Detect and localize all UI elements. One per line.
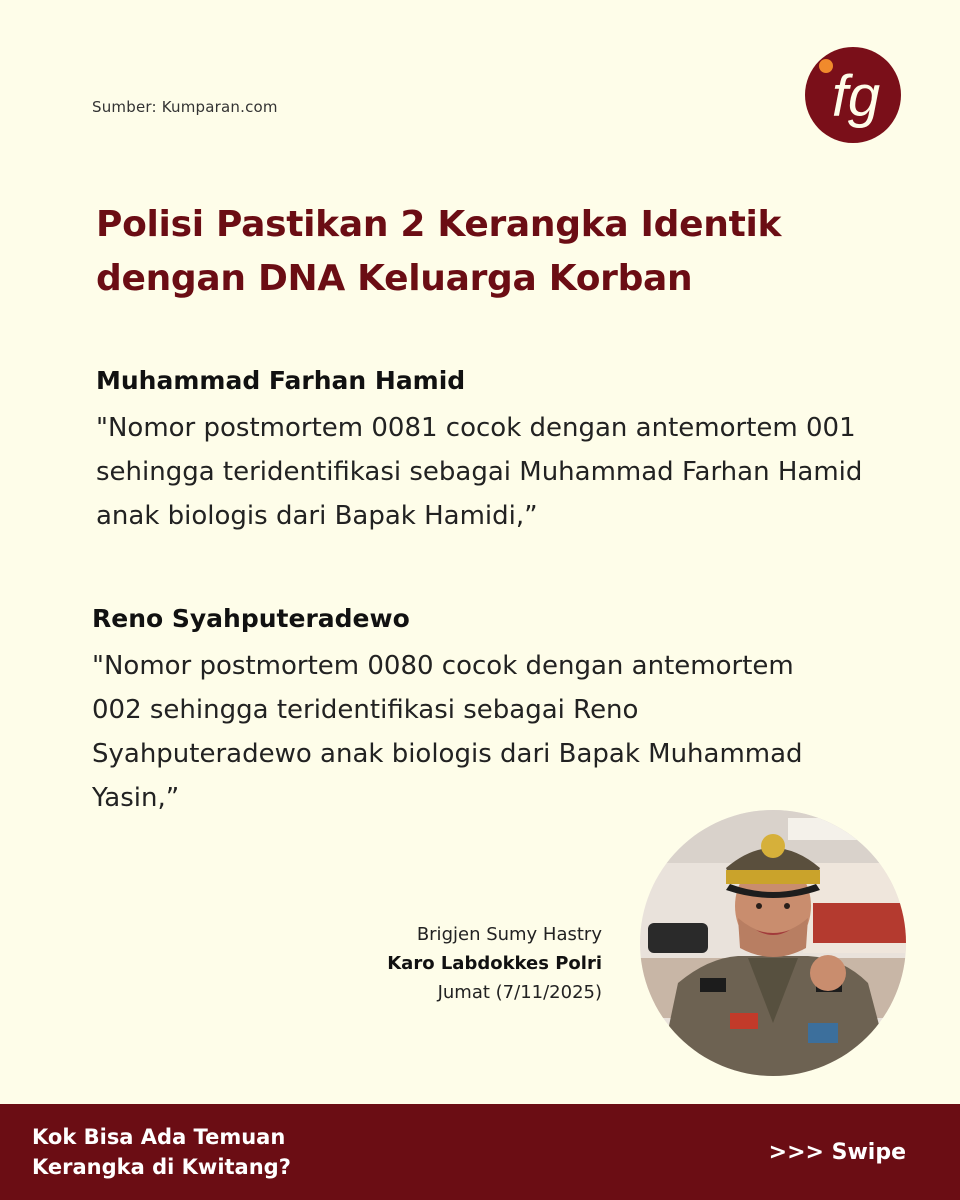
speaker-photo bbox=[638, 808, 908, 1078]
next-topic-teaser[interactable]: Kok Bisa Ada Temuan Kerangka di Kwitang? bbox=[32, 1125, 291, 1179]
swipe-prompt[interactable]: >>> Swipe bbox=[768, 1140, 906, 1165]
speaker-name: Brigjen Sumy Hastry bbox=[416, 924, 602, 945]
speaker-date: Jumat (7/11/2025) bbox=[437, 982, 602, 1003]
victim-name-1: Muhammad Farhan Hamid bbox=[96, 366, 466, 395]
source-credit: Sumber: Kumparan.com bbox=[92, 98, 278, 116]
logo-text: fg bbox=[831, 64, 881, 129]
fg-logo-icon bbox=[804, 46, 902, 144]
footer-bar bbox=[0, 1104, 960, 1200]
speaker-attribution bbox=[387, 920, 602, 1007]
victim-quote-1: "Nomor postmortem 0081 cocok dengan antemortem 001 sehingga teridentifikasi sebagai Muhammad Farhan Hamid anak biologis dari Bapak Hamidi,” bbox=[96, 413, 863, 531]
headline: Polisi Pastikan 2 Kerangka Identik dengan DNA Keluarga Korban bbox=[96, 204, 782, 299]
speaker-role: Karo Labdokkes Polri bbox=[387, 953, 602, 974]
victim-name-2: Reno Syahputeradewo bbox=[92, 604, 410, 633]
victim-quote-2: "Nomor postmortem 0080 cocok dengan antemortem 002 sehingga teridentifikasi sebagai Reno Syahputeradewo anak biologis dari Bapak Muhammad Yasin,” bbox=[92, 651, 803, 813]
